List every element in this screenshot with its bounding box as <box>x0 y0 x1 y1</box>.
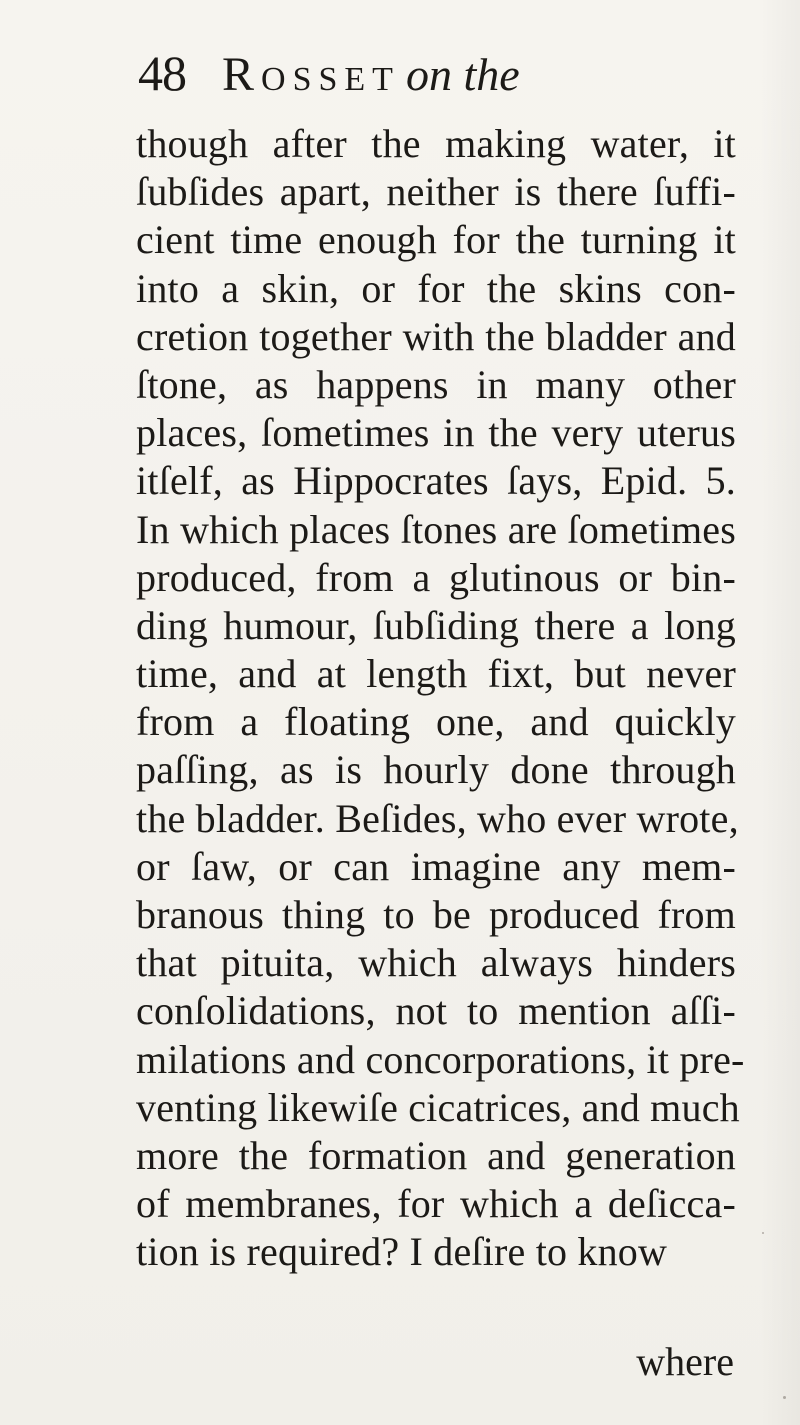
body-text <box>136 120 745 1277</box>
text-line: cient time enough for the turning it <box>136 217 736 263</box>
text-line: paſſing, as is hourly done through <box>136 747 736 793</box>
text-line: tion is required? I deſire to know <box>136 1229 668 1275</box>
text-line: of membranes, for which a deſicca- <box>136 1181 736 1227</box>
text-line: venting likewiſe cicatrices, and much <box>136 1084 740 1130</box>
text-line: ſubſides apart, neither is there ſuffi- <box>136 169 736 215</box>
text-line: more the formation and generation <box>136 1132 736 1178</box>
paper-speck <box>783 1396 786 1399</box>
text-line: places, ſometimes in the very uterus <box>136 410 736 456</box>
text-line: that pituita, which always hinders <box>136 940 736 986</box>
text-line: from a floating one, and quickly <box>136 699 736 745</box>
text-line: though after the making water, it <box>136 121 736 166</box>
text-line: produced, from a glutinous or bin- <box>136 554 736 600</box>
running-connector: on the <box>405 49 520 100</box>
text-line: milations and concorporations, it pre- <box>136 1036 745 1082</box>
text-line: or ſaw, or can imagine any mem- <box>136 843 736 889</box>
running-title: Rosset <box>222 48 400 101</box>
text-line: ding humour, ſubſiding there a long <box>136 602 736 648</box>
text-line: ſtone, as happens in many other <box>136 361 736 407</box>
page-number: 48 <box>138 45 186 101</box>
paper-speck <box>762 1232 764 1234</box>
text-line: branous thing to be produced from <box>136 892 736 937</box>
text-line: itſelf, as Hippocrates ſays, Epid. 5. <box>136 458 736 504</box>
text-line: time, and at length fixt, but never <box>136 651 736 697</box>
text-line: into a skin, or for the skins con- <box>136 265 736 311</box>
text-line: In which places ſtones are ſometimes <box>136 506 736 552</box>
running-head <box>138 44 520 108</box>
page-edge-shadow <box>760 0 800 1425</box>
text-line: cretion together with the bladder and <box>136 313 736 359</box>
catchword: where <box>636 1339 734 1384</box>
text-line: the bladder. Beſides, who ever wrote, <box>136 795 739 841</box>
text-line: conſolidations, not to mention aſſi- <box>136 988 736 1034</box>
